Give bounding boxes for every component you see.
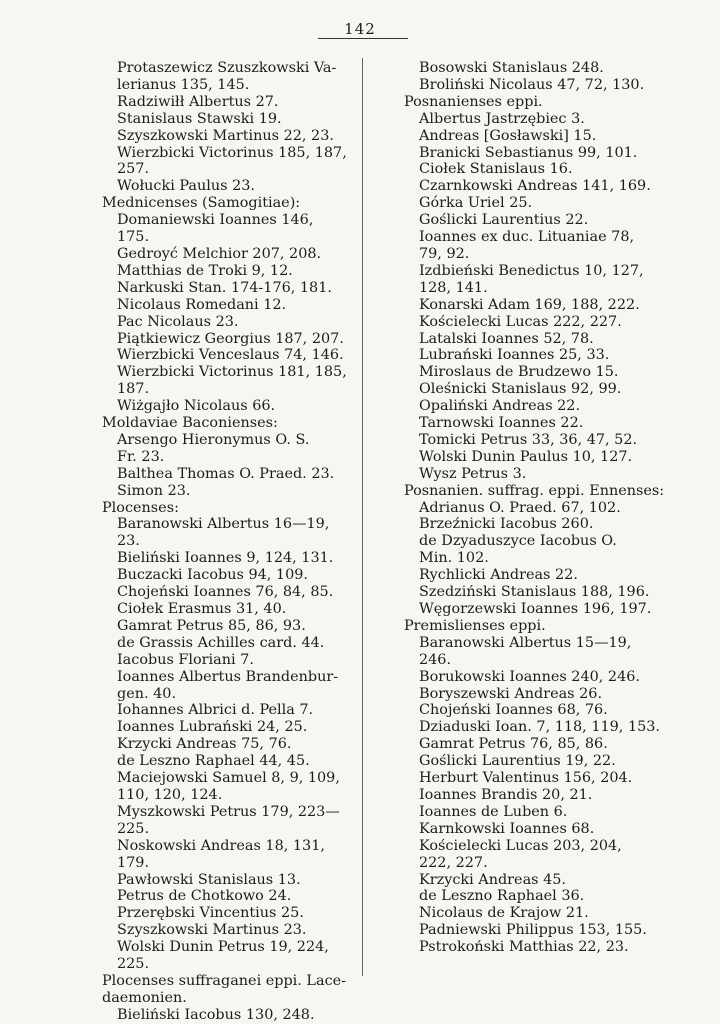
- index-entry: Węgorzewski Ioannes 196, 197.: [419, 601, 652, 617]
- index-entry: Bieliński Iacobus 130, 248.: [117, 1006, 315, 1023]
- index-entry: Szyszkowski Martinus 23.: [117, 922, 307, 939]
- index-entry: Wołucki Paulus 23.: [117, 178, 255, 195]
- index-entry: Ioannes ex duc. Lituaniae 78,: [419, 229, 635, 246]
- index-heading: Posnanienses eppi.: [404, 93, 543, 110]
- index-entry: Izdbieński Benedictus 10, 127,: [419, 262, 644, 279]
- index-entry: Krzycki Andreas 45.: [419, 871, 566, 888]
- index-heading: Moldaviae Baconienses:: [102, 415, 278, 432]
- index-heading: Posnanien. suffrag. eppi. Ennenses:: [404, 482, 665, 499]
- index-heading: Plocenses suffraganei eppi. Lace-: [102, 972, 347, 989]
- index-entry: de Grassis Achilles card. 44.: [117, 634, 325, 651]
- index-heading: Mednicenses (Samogitiae):: [102, 195, 301, 212]
- index-entry: Bieliński Ioannes 9, 124, 131.: [117, 550, 334, 567]
- index-entry: Gamrat Petrus 85, 86, 93.: [117, 617, 306, 634]
- index-entry: Domaniewski Ioannes 146, 175.: [117, 212, 314, 246]
- index-entry: Wolski Dunin Petrus 19, 224, 225.: [117, 939, 329, 973]
- index-entry: Petrus de Chotkowo 24.: [117, 888, 292, 905]
- right-index-column: [404, 60, 666, 956]
- left-index-column: [102, 60, 348, 1024]
- index-entry: Andreas [Gosławski] 15.: [419, 127, 597, 144]
- index-entry: 79, 92.: [419, 245, 470, 262]
- index-entry: Krzycki Andreas 75, 76.: [117, 736, 292, 753]
- index-entry: Szyszkowski Martinus 22, 23.: [117, 127, 334, 144]
- index-entry: Borukowski Ioannes 240, 246.: [419, 668, 640, 685]
- index-entry: Albertus Jastrzębiec 3.: [419, 110, 585, 127]
- index-entry: Goślicki Laurentius 19, 22.: [419, 753, 616, 770]
- index-entry: Chojeński Ioannes 68, 76.: [419, 702, 608, 719]
- index-entry: 110, 120, 124.: [117, 786, 223, 803]
- header-rule: [318, 38, 408, 39]
- index-entry: Ioannes Brandis 20, 21.: [419, 786, 593, 803]
- index-entry: Arsengo Hieronymus O. S.: [117, 431, 310, 448]
- index-entry: Nicolaus Romedani 12.: [117, 296, 287, 313]
- index-entry: Maciejowski Samuel 8, 9, 109,: [117, 770, 340, 787]
- index-entry: Balthea Thomas O. Praed. 23.: [117, 465, 335, 482]
- index-entry: Tomicki Petrus 33, 36, 47, 52.: [419, 431, 638, 448]
- page-number: 142: [344, 20, 376, 38]
- index-entry: Piątkiewicz Georgius 187, 207.: [117, 330, 344, 347]
- index-entry: Wiżgajło Nicolaus 66.: [117, 398, 276, 415]
- index-entry: Dziaduski Ioan. 7, 118, 119, 153.: [419, 719, 660, 736]
- index-entry: Iacobus Floriani 7.: [117, 651, 254, 668]
- index-entry: Branicki Sebastianus 99, 101.: [419, 144, 638, 161]
- index-entry: 246.: [419, 651, 452, 668]
- index-entry: Baranowski Albertus 16—19, 23.: [117, 516, 330, 550]
- index-entry: Latalski Ioannes 52, 78.: [419, 330, 594, 347]
- index-entry: 222, 227.: [419, 854, 488, 871]
- index-entry: gen. 40.: [117, 685, 177, 702]
- index-heading: Premislienses eppi.: [404, 617, 546, 634]
- index-heading: Plocenses:: [102, 499, 179, 516]
- index-entry: Broliński Nicolaus 47, 72, 130.: [419, 76, 645, 93]
- index-entry: Miroslaus de Brudzewo 15.: [419, 364, 619, 381]
- index-entry: 128, 141.: [419, 279, 488, 296]
- index-entry: Iohannes Albrici d. Pella 7.: [117, 702, 314, 719]
- index-entry: Opaliński Andreas 22.: [419, 398, 581, 415]
- index-entry: Pawłowski Stanislaus 13.: [117, 871, 301, 888]
- index-entry: Buczacki Iacobus 94, 109.: [117, 567, 308, 584]
- index-entry: Myszkowski Petrus 179, 223—: [117, 803, 340, 820]
- index-entry: Goślicki Laurentius 22.: [419, 212, 589, 229]
- index-entry: de Leszno Raphael 44, 45.: [117, 753, 310, 770]
- index-entry: Wierzbicki Venceslaus 74, 146.: [117, 347, 344, 364]
- index-entry: Gamrat Petrus 76, 85, 86.: [419, 736, 608, 753]
- index-entry: Matthias de Troki 9, 12.: [117, 262, 293, 279]
- index-entry: Simon 23.: [117, 482, 191, 499]
- index-entry: Brzeźnicki Iacobus 260.: [419, 516, 594, 533]
- index-entry: Karnkowski Ioannes 68.: [419, 820, 595, 837]
- index-entry: Wysz Petrus 3.: [419, 465, 527, 482]
- index-entry: Nicolaus de Krajow 21.: [419, 905, 589, 922]
- index-entry: Szedziński Stanislaus 188, 196.: [419, 584, 650, 601]
- index-entry: Wierzbicki Victorinus 185, 187,: [117, 144, 347, 161]
- index-entry: Pstrokoński Matthias 22, 23.: [419, 939, 629, 956]
- index-entry: lerianus 135, 145.: [117, 76, 250, 93]
- index-entry: Górka Uriel 25.: [419, 195, 533, 212]
- index-entry: Kościelecki Lucas 222, 227.: [419, 313, 622, 330]
- index-entry: Stanislaus Stawski 19.: [117, 110, 282, 127]
- index-entry: Tarnowski Ioannes 22.: [419, 415, 584, 432]
- index-entry: Gedroyć Melchior 207, 208.: [117, 245, 322, 262]
- index-entry: Padniewski Philippus 153, 155.: [419, 922, 647, 939]
- column-divider: [362, 58, 363, 976]
- index-entry: Kościelecki Lucas 203, 204,: [419, 837, 622, 854]
- index-entry: Fr. 23.: [117, 448, 165, 465]
- index-entry: Bosowski Stanislaus 248.: [419, 60, 604, 76]
- index-entry: Min. 102.: [419, 550, 489, 567]
- index-entry: Ioannes de Luben 6.: [419, 803, 568, 820]
- index-entry: Chojeński Ioannes 76, 84, 85.: [117, 584, 334, 601]
- index-entry: Ioannes Lubrański 24, 25.: [117, 719, 308, 736]
- index-entry: Herburt Valentinus 156, 204.: [419, 770, 633, 787]
- index-entry: Protaszewicz Szuszkowski Va-: [117, 60, 337, 76]
- index-entry: Konarski Adam 169, 188, 222.: [419, 296, 640, 313]
- index-entry: Ciołek Stanislaus 16.: [419, 161, 573, 178]
- index-entry: Przerębski Vincentius 25.: [117, 905, 304, 922]
- index-entry: Narkuski Stan. 174-176, 181.: [117, 279, 332, 296]
- index-entry: Baranowski Albertus 15—19,: [419, 634, 632, 651]
- index-entry: Adrianus O. Praed. 67, 102.: [419, 499, 621, 516]
- index-entry: de Leszno Raphael 36.: [419, 888, 585, 905]
- index-entry: Czarnkowski Andreas 141, 169.: [419, 178, 651, 195]
- index-entry: 257.: [117, 161, 150, 178]
- index-entry: Noskowski Andreas 18, 131, 179.: [117, 837, 325, 871]
- index-entry: Ioannes Albertus Brandenbur-: [117, 668, 339, 685]
- index-entry: Ciołek Erasmus 31, 40.: [117, 601, 287, 617]
- index-entry: Boryszewski Andreas 26.: [419, 685, 603, 702]
- index-heading: daemonien.: [102, 989, 187, 1006]
- index-entry: Lubrański Ioannes 25, 33.: [419, 347, 610, 364]
- index-entry: Wierzbicki Victorinus 181, 185,: [117, 364, 347, 381]
- index-entry: 187.: [117, 381, 150, 398]
- index-entry: Pac Nicolaus 23.: [117, 313, 239, 330]
- index-entry: Radziwiłł Albertus 27.: [117, 93, 279, 110]
- index-entry: Oleśnicki Stanislaus 92, 99.: [419, 381, 622, 398]
- index-entry: 225.: [117, 820, 150, 837]
- index-entry: de Dzyaduszyce Iacobus O.: [419, 533, 617, 550]
- index-entry: Rychlicki Andreas 22.: [419, 567, 578, 584]
- index-entry: Wolski Dunin Paulus 10, 127.: [419, 448, 633, 465]
